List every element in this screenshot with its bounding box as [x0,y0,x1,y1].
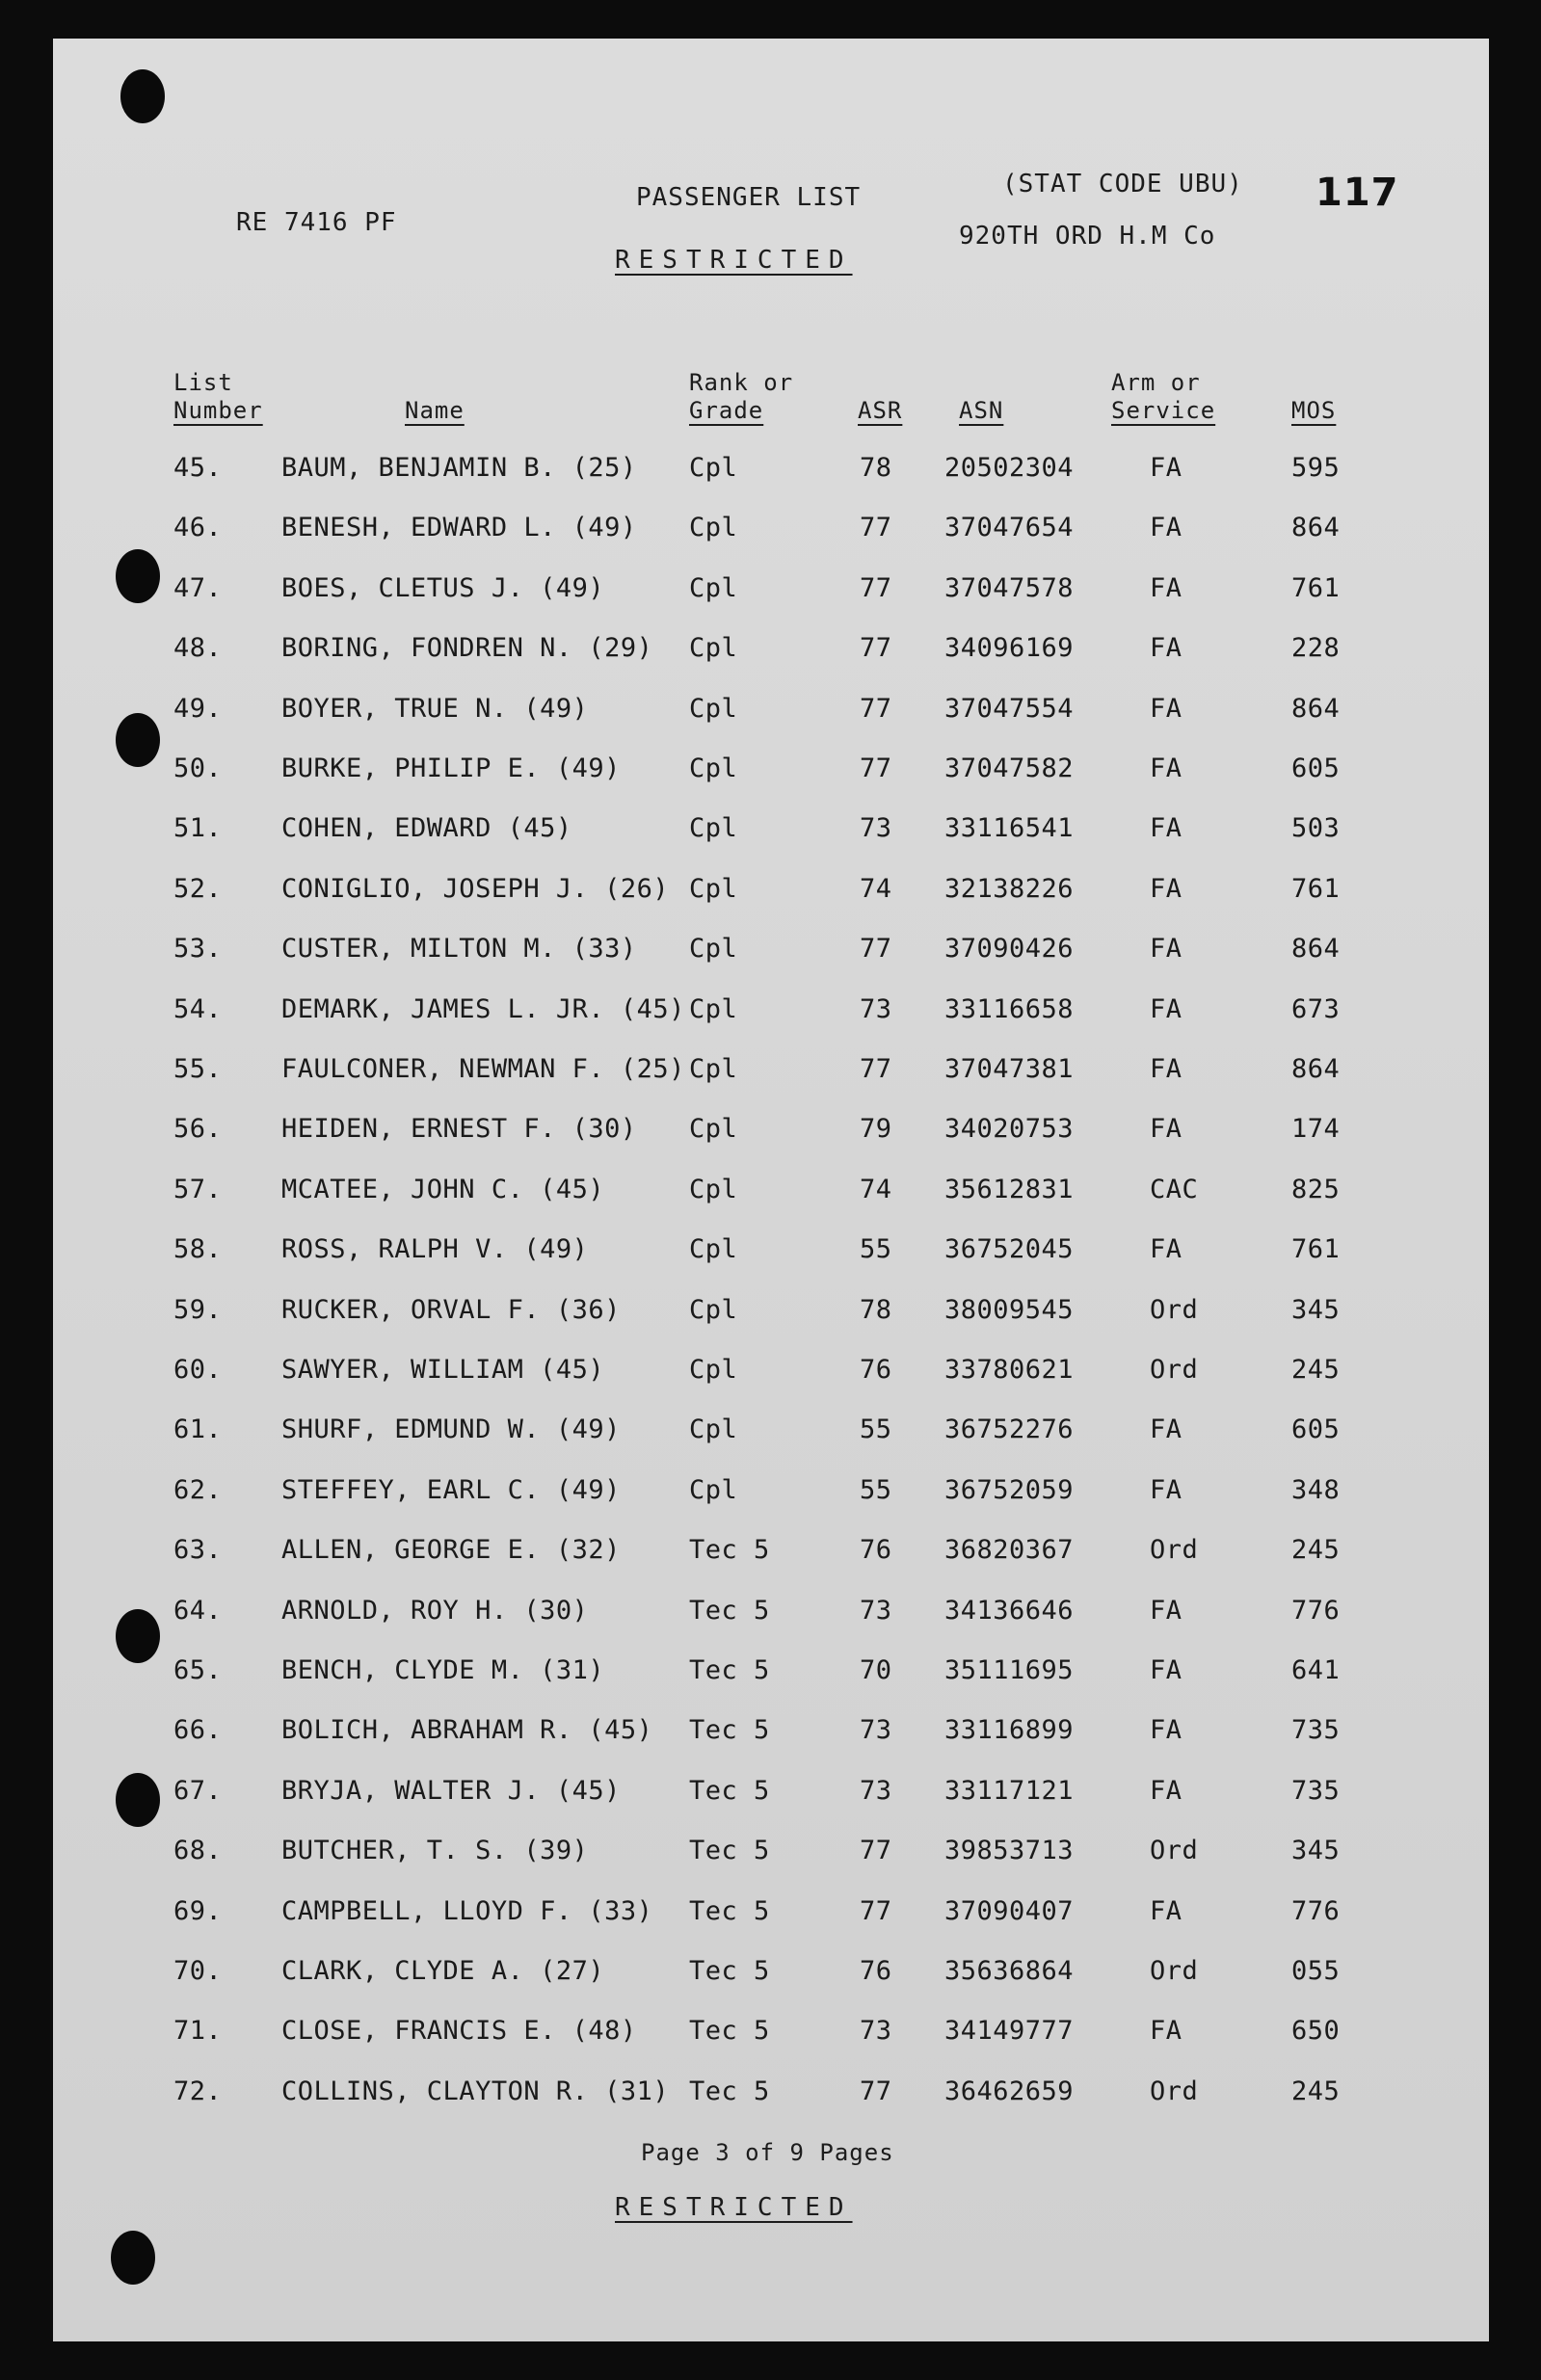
asn: 36752059 [944,1474,1075,1505]
asn: 36752276 [944,1415,1075,1445]
arm-service: FA [1150,1655,1182,1685]
asn: 37047578 [944,572,1075,603]
mos: 345 [1291,1836,1341,1866]
mos: 503 [1291,813,1341,844]
mos: 735 [1291,1715,1341,1746]
rank: Cpl [689,1234,738,1265]
asn: 37047582 [944,754,1075,783]
mos: 605 [1291,754,1341,783]
rank: Tec 5 [689,1535,770,1566]
rank: Cpl [689,873,738,904]
asn: 37047554 [944,693,1075,724]
list-number: 51. [173,813,223,844]
table-row [53,1355,1489,1393]
table-row [53,1475,1489,1514]
mos: 348 [1291,1474,1341,1505]
asr: 77 [860,1836,892,1866]
table-row [53,1054,1489,1093]
list-number: 58. [173,1234,223,1265]
asr: 77 [860,572,892,603]
passenger-name: ROSS, RALPH V. (49) [281,1234,589,1265]
rank: Tec 5 [689,2076,770,2106]
asr: 73 [860,1715,892,1746]
asr: 55 [860,1234,892,1265]
passenger-name: BURKE, PHILIP E. (49) [281,754,621,783]
arm-service: Ord [1150,1355,1199,1385]
mos: 864 [1291,1054,1341,1084]
mos: 641 [1291,1655,1341,1685]
asr: 73 [860,1595,892,1626]
mos: 245 [1291,1355,1341,1385]
table-row [53,1776,1489,1814]
rank: Cpl [689,754,738,783]
table-row [53,754,1489,792]
arm-service: FA [1150,754,1182,783]
arm-service: Ord [1150,1836,1199,1866]
asn: 39853713 [944,1836,1075,1866]
asr: 76 [860,1535,892,1566]
list-number: 48. [173,633,223,664]
asn: 33116658 [944,993,1075,1024]
col-header-arm: Arm or [1111,369,1201,396]
list-number: 52. [173,873,223,904]
passenger-name: BRYJA, WALTER J. (45) [281,1775,621,1806]
passenger-name: CONIGLIO, JOSEPH J. (26) [281,873,670,904]
rank: Cpl [689,513,738,543]
asr: 78 [860,1294,892,1325]
passenger-name: CLARK, CLYDE A. (27) [281,1956,605,1986]
asn: 34149777 [944,2016,1075,2047]
list-number: 69. [173,1895,223,1926]
rank: Cpl [689,572,738,603]
rank: Tec 5 [689,1715,770,1746]
document-id: RE 7416 PF [236,208,397,237]
table-row [53,1114,1489,1152]
asn: 37090407 [944,1895,1075,1926]
col-header-number: Number [173,397,263,424]
col-header-asr: ASR [858,397,903,424]
mos: 864 [1291,513,1341,543]
asr: 77 [860,2076,892,2106]
list-number: 57. [173,1174,223,1204]
arm-service: FA [1150,1234,1182,1265]
arm-service: FA [1150,873,1182,904]
passenger-name: STEFFEY, EARL C. (49) [281,1474,621,1505]
table-row [53,1956,1489,1995]
arm-service: CAC [1150,1174,1199,1204]
table-row [53,1596,1489,1634]
rank: Cpl [689,1415,738,1445]
arm-service: FA [1150,993,1182,1024]
table-row [53,1175,1489,1213]
asr: 76 [860,1355,892,1385]
table-row [53,1655,1489,1694]
table-row [53,1295,1489,1334]
rank: Cpl [689,1174,738,1204]
table-row [53,573,1489,612]
document-title: PASSENGER LIST [636,183,862,212]
list-number: 63. [173,1535,223,1566]
asr: 77 [860,1054,892,1084]
list-number: 61. [173,1415,223,1445]
mos: 605 [1291,1415,1341,1445]
col-header-rank: Rank or [689,369,794,396]
passenger-name: COHEN, EDWARD (45) [281,813,572,844]
rank: Cpl [689,693,738,724]
asn: 37047381 [944,1054,1075,1084]
col-header-mos: MOS [1291,397,1337,424]
mos: 825 [1291,1174,1341,1204]
list-number: 50. [173,754,223,783]
arm-service: FA [1150,2016,1182,2047]
mos: 864 [1291,934,1341,965]
table-row [53,1535,1489,1573]
asr: 74 [860,873,892,904]
list-number: 66. [173,1715,223,1746]
stat-code: (STAT CODE UBU) [1002,170,1243,198]
arm-service: FA [1150,1595,1182,1626]
passenger-name: COLLINS, CLAYTON R. (31) [281,2076,670,2106]
table-row [53,874,1489,912]
asn: 38009545 [944,1294,1075,1325]
table-row [53,1896,1489,1935]
col-header-service: Service [1111,397,1216,424]
table-row [53,633,1489,672]
passenger-name: CAMPBELL, LLOYD F. (33) [281,1895,653,1926]
mos: 761 [1291,873,1341,904]
rank: Cpl [689,1474,738,1505]
list-number: 71. [173,2016,223,2047]
asr: 74 [860,1174,892,1204]
passenger-name: BOLICH, ABRAHAM R. (45) [281,1715,653,1746]
passenger-name: FAULCONER, NEWMAN F. (25) [281,1054,685,1084]
rank: Tec 5 [689,2016,770,2047]
punch-hole [111,2231,155,2285]
passenger-name: MCATEE, JOHN C. (45) [281,1174,605,1204]
passenger-name: DEMARK, JAMES L. JR. (45) [281,993,685,1024]
list-number: 53. [173,934,223,965]
asr: 73 [860,1775,892,1806]
rank: Cpl [689,453,738,483]
passenger-name: ARNOLD, ROY H. (30) [281,1595,589,1626]
passenger-name: CUSTER, MILTON M. (33) [281,934,637,965]
arm-service: FA [1150,1415,1182,1445]
asn: 32138226 [944,873,1075,904]
asn: 33116899 [944,1715,1075,1746]
arm-service: Ord [1150,2076,1199,2106]
arm-service: FA [1150,572,1182,603]
list-number: 72. [173,2076,223,2106]
rank: Cpl [689,1355,738,1385]
passenger-name: BORING, FONDREN N. (29) [281,633,653,664]
restricted-footer: RESTRICTED [615,2193,853,2222]
mos: 345 [1291,1294,1341,1325]
asn: 33780621 [944,1355,1075,1385]
table-row [53,2076,1489,2115]
asn: 37047654 [944,513,1075,543]
list-number: 65. [173,1655,223,1685]
mos: 055 [1291,1956,1341,1986]
arm-service: FA [1150,453,1182,483]
mos: 174 [1291,1114,1341,1145]
asr: 77 [860,513,892,543]
passenger-name: BENCH, CLYDE M. (31) [281,1655,605,1685]
asr: 55 [860,1415,892,1445]
asr: 77 [860,754,892,783]
mos: 650 [1291,2016,1341,2047]
table-row [53,1415,1489,1453]
list-number: 55. [173,1054,223,1084]
passenger-name: BOES, CLETUS J. (49) [281,572,605,603]
arm-service: Ord [1150,1294,1199,1325]
mos: 245 [1291,2076,1341,2106]
asn: 33117121 [944,1775,1075,1806]
col-header-grade: Grade [689,397,764,424]
asn: 36462659 [944,2076,1075,2106]
passenger-name: SHURF, EDMUND W. (49) [281,1415,621,1445]
page-footer: Page 3 of 9 Pages [641,2139,894,2166]
arm-service: FA [1150,1054,1182,1084]
asn: 34096169 [944,633,1075,664]
rank: Tec 5 [689,1655,770,1685]
mos: 735 [1291,1775,1341,1806]
passenger-name: ALLEN, GEORGE E. (32) [281,1535,621,1566]
page-number: 117 [1315,171,1399,215]
asn: 33116541 [944,813,1075,844]
passenger-name: BENESH, EDWARD L. (49) [281,513,637,543]
list-number: 54. [173,993,223,1024]
asn: 35111695 [944,1655,1075,1685]
passenger-name: SAWYER, WILLIAM (45) [281,1355,605,1385]
col-header-list: List [173,369,233,396]
punch-hole [120,69,165,123]
table-row [53,453,1489,491]
list-number: 47. [173,572,223,603]
table-row [53,513,1489,551]
passenger-name: RUCKER, ORVAL F. (36) [281,1294,621,1325]
mos: 761 [1291,572,1341,603]
list-number: 60. [173,1355,223,1385]
asr: 73 [860,813,892,844]
table-row [53,934,1489,972]
passenger-name: BAUM, BENJAMIN B. (25) [281,453,637,483]
arm-service: FA [1150,1775,1182,1806]
table-row [53,694,1489,732]
mos: 673 [1291,993,1341,1024]
rank: Cpl [689,633,738,664]
list-number: 67. [173,1775,223,1806]
mos: 776 [1291,1595,1341,1626]
list-number: 68. [173,1836,223,1866]
asn: 20502304 [944,453,1075,483]
mos: 595 [1291,453,1341,483]
table-row [53,2016,1489,2054]
table-row [53,813,1489,852]
asr: 73 [860,2016,892,2047]
asn: 34136646 [944,1595,1075,1626]
asn: 35636864 [944,1956,1075,1986]
rank: Tec 5 [689,1775,770,1806]
rank: Tec 5 [689,1956,770,1986]
passenger-name: HEIDEN, ERNEST F. (30) [281,1114,637,1145]
list-number: 64. [173,1595,223,1626]
list-number: 70. [173,1956,223,1986]
arm-service: Ord [1150,1956,1199,1986]
passenger-name: BOYER, TRUE N. (49) [281,693,589,724]
list-number: 62. [173,1474,223,1505]
asr: 73 [860,993,892,1024]
table-row [53,1715,1489,1754]
table-row [53,1836,1489,1874]
asn: 36752045 [944,1234,1075,1265]
arm-service: FA [1150,633,1182,664]
mos: 761 [1291,1234,1341,1265]
asn: 37090426 [944,934,1075,965]
list-number: 49. [173,693,223,724]
asr: 77 [860,633,892,664]
unit-name: 920TH ORD H.M Co [959,222,1216,251]
list-number: 46. [173,513,223,543]
arm-service: FA [1150,934,1182,965]
table-row [53,1234,1489,1273]
col-header-name: Name [405,397,465,424]
rank: Tec 5 [689,1836,770,1866]
asr: 77 [860,693,892,724]
passenger-name: CLOSE, FRANCIS E. (48) [281,2016,637,2047]
asr: 79 [860,1114,892,1145]
asn: 35612831 [944,1174,1075,1204]
mos: 245 [1291,1535,1341,1566]
rank: Tec 5 [689,1595,770,1626]
rank: Cpl [689,934,738,965]
rank: Cpl [689,813,738,844]
asr: 78 [860,453,892,483]
arm-service: FA [1150,1114,1182,1145]
rank: Cpl [689,993,738,1024]
asr: 70 [860,1655,892,1685]
arm-service: FA [1150,1715,1182,1746]
arm-service: FA [1150,1895,1182,1926]
asn: 36820367 [944,1535,1075,1566]
asr: 55 [860,1474,892,1505]
mos: 776 [1291,1895,1341,1926]
asr: 77 [860,1895,892,1926]
arm-service: FA [1150,1474,1182,1505]
list-number: 59. [173,1294,223,1325]
arm-service: Ord [1150,1535,1199,1566]
arm-service: FA [1150,693,1182,724]
passenger-name: BUTCHER, T. S. (39) [281,1836,589,1866]
mos: 864 [1291,693,1341,724]
rank: Tec 5 [689,1895,770,1926]
asr: 76 [860,1956,892,1986]
document-page [53,39,1489,2341]
rank: Cpl [689,1054,738,1084]
list-number: 56. [173,1114,223,1145]
asr: 77 [860,934,892,965]
rank: Cpl [689,1294,738,1325]
col-header-asn: ASN [959,397,1004,424]
restricted-header: RESTRICTED [615,246,853,275]
table-row [53,994,1489,1033]
arm-service: FA [1150,513,1182,543]
rank: Cpl [689,1114,738,1145]
asn: 34020753 [944,1114,1075,1145]
mos: 228 [1291,633,1341,664]
list-number: 45. [173,453,223,483]
arm-service: FA [1150,813,1182,844]
